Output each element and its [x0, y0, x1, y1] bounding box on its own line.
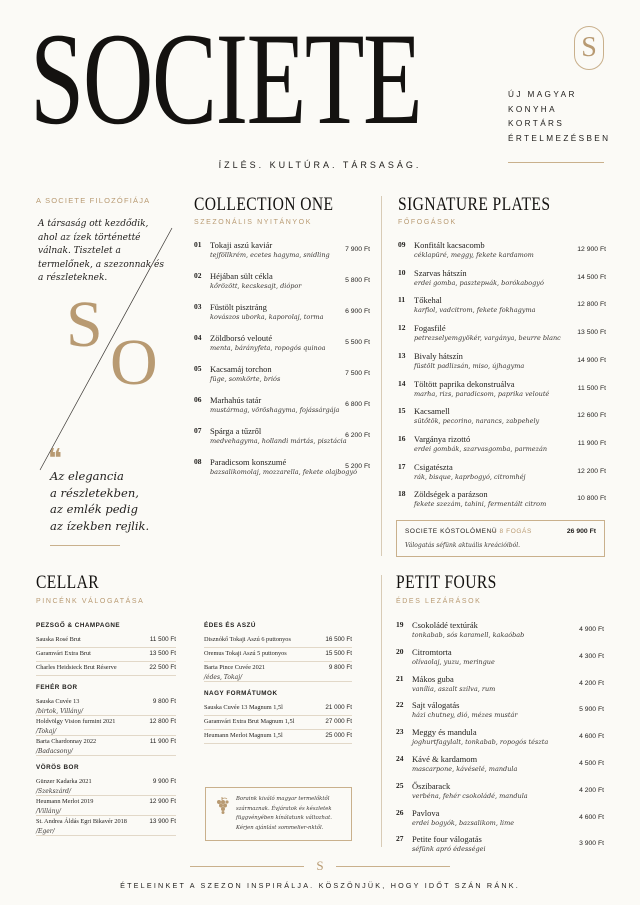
item-description: olívaolaj, yuzu, meringue	[412, 657, 495, 666]
item-price: 3 900 Ft	[579, 840, 604, 848]
wine-origin: /édes, Tokaj/	[204, 674, 243, 681]
item-name: Vargánya rizottó	[414, 433, 471, 444]
item-price: 10 800 Ft	[577, 495, 606, 503]
item-price: 4 900 Ft	[579, 626, 604, 633]
item-description: karfiol, vadcitrom, fekete fokhagyma	[414, 306, 536, 315]
item-number: 26	[396, 807, 404, 817]
menu-item	[194, 426, 370, 456]
menu-item	[398, 462, 606, 492]
item-number: 23	[396, 727, 404, 737]
wine-category: ÉDES ÉS ASZÚ	[204, 622, 256, 629]
item-number: 27	[396, 834, 404, 844]
item-number: 18	[398, 489, 406, 499]
wine-price: 11 900 Ft	[149, 738, 176, 745]
item-name: Marhahús tatár	[210, 395, 262, 405]
item-name: Csigatészta	[414, 461, 453, 472]
item-number: 10	[398, 267, 406, 277]
menu-item	[396, 620, 604, 650]
item-description: tonkabab, sós karamell, kakaóbab	[412, 631, 525, 639]
item-price: 4 500 Ft	[579, 760, 604, 767]
petit-title: PETIT FOURS	[396, 572, 497, 593]
item-price: 12 200 Ft	[577, 467, 606, 475]
collection-subtitle: SZEZONÁLIS NYITÁNYOK	[194, 219, 312, 226]
wine-price: 11 500 Ft	[149, 636, 176, 643]
menu-item	[398, 240, 606, 270]
item-description: házi chutney, dió, mézes mustár	[412, 711, 518, 720]
signature-title: SIGNATURE PLATES	[398, 194, 551, 215]
menu-item	[194, 333, 370, 363]
menu-item	[398, 351, 606, 381]
monogram-badge: S	[574, 26, 604, 70]
item-number: 15	[398, 406, 406, 416]
item-name: Töltött paprika dekonstruálva	[414, 378, 515, 389]
wine-category: NAGY FORMÁTUMOK	[204, 690, 278, 697]
item-price: 4 600 Ft	[579, 813, 604, 821]
item-price: 5 200 Ft	[345, 463, 370, 470]
wine-category: VÖRÖS BOR	[36, 764, 79, 771]
item-description: petrezselyemgyökér, vargánya, beurre blanc	[414, 334, 561, 343]
divider	[336, 866, 450, 867]
cellar-note: Boraink kiváló magyar termelőktől származnak. Évjáratok és készletek függvényében kínálatunk változhat. Kérjen ajánlást sommelier-nktől.	[236, 796, 332, 831]
item-price: 14 900 Ft	[577, 356, 606, 364]
wine-price: 25 000 Ft	[325, 732, 352, 739]
item-price: 7 500 Ft	[345, 370, 370, 377]
item-name: Konfitált kacsacomb	[414, 240, 485, 250]
item-description: kovászos uborka, kaporolaj, torma	[210, 313, 324, 321]
item-description: bazsalikomolaj, mozzarella, fekete olajbogyó	[210, 468, 358, 476]
item-description: mascarpone, kávéselé, mandula	[412, 765, 518, 773]
item-number: 03	[194, 302, 202, 311]
cellar-subtitle: PINCÉNK VÁLOGATÁSA	[36, 598, 145, 605]
item-description: füstölt padlizsán, miso, újhagyma	[414, 361, 525, 370]
item-description: fekete szezám, tahini, fermentált citrom	[414, 500, 547, 509]
item-name: Citromtorta	[412, 646, 452, 657]
divider	[50, 545, 120, 546]
divider	[204, 681, 352, 682]
item-price: 12 600 Ft	[577, 412, 606, 420]
wine-name: Garamvári Extra Brut	[36, 650, 91, 657]
wine-row	[36, 698, 176, 715]
wine-name: Heumann Merlot Magnum 1,5l	[204, 732, 283, 739]
item-description: erdei gombák, szarvasgomba, parmezán	[414, 444, 548, 453]
item-name: Spárga a tűzről	[210, 426, 262, 436]
wine-row	[36, 738, 176, 755]
item-name: Bivaly hátszín	[414, 350, 463, 361]
menu-item	[396, 674, 604, 704]
wine-origin: /Villány/	[36, 808, 61, 815]
menu-item	[194, 302, 370, 332]
item-number: 02	[194, 271, 202, 280]
divider	[36, 715, 176, 716]
wine-name: Sauska Rosé Brut	[36, 636, 81, 643]
menu-item	[398, 406, 606, 436]
item-name: Csokoládé textúrák	[412, 620, 478, 630]
item-name: Héjában sült cékla	[210, 271, 273, 281]
menu-item	[396, 808, 604, 838]
wine-origin: /Eger/	[36, 828, 55, 835]
item-number: 13	[398, 350, 406, 360]
wine-price: 27 000 Ft	[325, 718, 352, 725]
wine-origin: /Szekszárd/	[36, 788, 72, 795]
wine-row	[36, 818, 176, 835]
menu-item	[396, 727, 604, 757]
item-description: séfünk apró édességei	[412, 845, 486, 854]
tasting-note: Válogatás séfünk aktuális kreációiból.	[405, 542, 521, 549]
wine-name: Disznókő Tokaji Aszú 6 puttonyos	[204, 636, 291, 643]
item-price: 4 200 Ft	[579, 679, 604, 687]
wine-price: 13 900 Ft	[149, 818, 176, 825]
divider	[204, 729, 352, 730]
item-description: verbéna, fehér csokoládé, mandula	[412, 791, 528, 800]
wine-name: Günzer Kadarka 2021	[36, 778, 92, 785]
wine-price: 9 900 Ft	[152, 778, 176, 785]
wine-name: Oremus Tokaji Aszú 5 puttonyos	[204, 650, 287, 657]
item-description: marha, rizs, paradicsom, paprika velouté	[414, 389, 550, 398]
quote-line: az emlék pedig	[50, 502, 138, 516]
divider	[36, 675, 176, 676]
item-name: Mákos guba	[412, 673, 454, 684]
petit-subtitle: ÉDES LEZÁRÁSOK	[396, 598, 482, 605]
item-description: vanília, aszalt szilva, rum	[412, 684, 496, 693]
item-price: 4 300 Ft	[579, 652, 604, 660]
wine-price: 15 500 Ft	[325, 650, 352, 657]
item-description: joghurtfagylalt, tonkabab, ropogós tészta	[412, 738, 549, 747]
item-number: 06	[194, 395, 202, 404]
item-description: mustármag, vöröshagyma, fojássárgája	[210, 406, 340, 414]
item-number: 20	[396, 646, 404, 656]
item-price: 6 200 Ft	[345, 432, 370, 439]
wine-row	[36, 778, 176, 795]
divider	[190, 866, 304, 867]
divider	[204, 647, 352, 648]
item-name: Kávé & kardamom	[412, 754, 478, 764]
item-name: Pavlova	[412, 807, 440, 818]
wine-category: FEHÉR BOR	[36, 684, 78, 691]
item-number: 05	[194, 364, 202, 373]
wine-price: 12 800 Ft	[149, 718, 176, 725]
menu-item	[194, 364, 370, 394]
menu-item	[194, 457, 370, 487]
menu-item	[396, 834, 604, 864]
monogram-letter-o: O	[110, 326, 158, 399]
philosophy-text: A társaság ott kezdődik, ahol az ízek történetté válnak. Tisztelet a termelőnek, a szezonnak és a részleteknek.	[38, 219, 164, 283]
item-price: 5 900 Ft	[579, 706, 604, 714]
item-name: Zöldségek a parázson	[414, 489, 488, 500]
footer-text: ÉTELEINKET A SZEZON INSPIRÁLJA. KÖSZÖNJÜK, HOGY IDŐT SZÁN RÁNK.	[120, 881, 520, 890]
divider	[36, 795, 176, 796]
footer-monogram: S	[316, 858, 324, 873]
item-name: Petite four válogatás	[412, 834, 482, 845]
menu-item	[396, 754, 604, 784]
wine-name: Sauska Cuvée 13	[36, 698, 80, 705]
item-description: menta, bárányfeta, ropogós quinoa	[210, 344, 326, 352]
menu-item	[194, 240, 370, 270]
tasting-menu-box	[396, 520, 605, 557]
cellar-note-box	[205, 787, 352, 841]
tagline-line: KORTÁRS	[508, 119, 565, 128]
quote-line: az ízekben rejlik.	[50, 518, 150, 533]
tasting-label: SOCIETE KÓSTOLÓMENÜ	[405, 528, 498, 535]
wine-origin: /Tokaj/	[36, 728, 57, 735]
item-name: Meggy és mandula	[412, 727, 477, 738]
item-price: 7 900 Ft	[345, 246, 370, 253]
item-name: Fogasfilé	[414, 323, 446, 334]
item-description: céklapüré, meggy, fekete kardamom	[414, 251, 534, 259]
menu-item	[398, 295, 606, 325]
wine-origin: /birtok, Villány/	[36, 708, 83, 715]
wine-name: Garamvári Extra Brut Magnum 1,5l	[204, 718, 295, 725]
item-number: 12	[398, 323, 406, 333]
menu-item	[398, 434, 606, 464]
item-price: 11 500 Ft	[577, 384, 606, 392]
divider	[204, 743, 352, 744]
wine-name: St. Andrea Áldás Egri Bikavér 2018	[36, 818, 127, 825]
quote	[50, 468, 180, 534]
divider	[36, 755, 176, 756]
item-name: Füstölt pisztráng	[210, 302, 267, 312]
item-number: 09	[398, 240, 406, 249]
item-price: 5 500 Ft	[345, 339, 370, 346]
brand-logotype: SOCIETE	[30, 5, 422, 152]
item-description: rák, bisque, kaprbogyó, citromhéj	[414, 472, 526, 481]
wine-name: Barta Chardonnay 2022	[36, 738, 97, 745]
menu-item	[398, 379, 606, 409]
item-number: 11	[398, 295, 406, 305]
item-description: sütőtök, pecorino, narancs, zabpehely	[414, 417, 540, 426]
item-price: 6 800 Ft	[345, 401, 370, 408]
item-price: 12 800 Ft	[577, 301, 606, 309]
menu-item	[396, 647, 604, 677]
wine-price: 9 800 Ft	[152, 698, 176, 705]
column-divider	[381, 575, 382, 847]
item-number: 19	[396, 620, 404, 629]
quote-line: a részletekben,	[50, 485, 139, 500]
item-number: 04	[194, 333, 202, 342]
divider	[204, 715, 352, 716]
item-description: erdei bogyók, bazsalikom, lime	[412, 818, 515, 827]
wine-price: 16 500 Ft	[325, 636, 352, 643]
wine-price: 21 000 Ft	[325, 704, 352, 711]
item-price: 11 900 Ft	[577, 439, 606, 447]
item-number: 08	[194, 457, 202, 466]
wine-price: 9 800 Ft	[328, 664, 352, 671]
wine-name: Charles Heidsieck Brut Réserve	[36, 664, 117, 671]
signature-subtitle: FŐFOGÁSOK	[398, 219, 457, 226]
item-price: 13 500 Ft	[577, 329, 606, 337]
menu-item	[398, 489, 606, 519]
item-name: Tőkehal	[414, 295, 442, 306]
tagline-line: ÚJ MAGYAR	[508, 90, 577, 99]
item-number: 01	[194, 240, 202, 249]
menu-item	[398, 268, 606, 298]
wine-origin: /Badacsony/	[36, 748, 73, 755]
item-name: Szarvas hátszín	[414, 267, 467, 278]
tasting-courses: — 8 FOGÁS	[490, 528, 532, 535]
collection-title: COLLECTION ONE	[194, 194, 334, 215]
so-monogram	[36, 290, 176, 410]
item-name: Tokaji aszú kaviár	[210, 240, 273, 250]
item-price: 4 600 Ft	[579, 733, 604, 741]
motto: ÍZLÉS. KULTÚRA. TÁRSASÁG.	[218, 160, 422, 170]
menu-item	[398, 323, 606, 353]
item-number: 07	[194, 426, 202, 435]
divider	[36, 661, 176, 662]
item-name: Sajt válogatás	[412, 700, 460, 711]
cellar-title: CELLAR	[36, 572, 100, 593]
divider	[36, 735, 176, 736]
tasting-price: 26 900 Ft	[566, 528, 596, 535]
item-price: 5 800 Ft	[345, 277, 370, 284]
wine-name: Barta Pince Cuvée 2021	[204, 664, 266, 671]
wine-category: PEZSGŐ & CHAMPAGNE	[36, 622, 121, 629]
wine-name: Heumann Merlot 2019	[36, 798, 94, 805]
item-price: 14 500 Ft	[577, 273, 606, 281]
item-number: 24	[396, 754, 404, 763]
wine-price: 13 500 Ft	[149, 650, 176, 657]
divider	[204, 661, 352, 662]
item-name: Őszibarack	[412, 780, 451, 791]
item-name: Paradicsom konszumé	[210, 457, 287, 467]
menu-item	[396, 781, 604, 811]
item-description: medvehagyma, hollandi mártás, pisztácia	[210, 437, 347, 445]
menu-item	[396, 700, 604, 730]
item-price: 4 200 Ft	[579, 786, 604, 794]
monogram-letter-s: S	[66, 288, 103, 361]
wine-price: 12 900 Ft	[149, 798, 176, 805]
item-number: 25	[396, 780, 404, 790]
philosophy-title: A SOCIETE FILOZÓFIÁJA	[36, 196, 151, 205]
tagline-line: KONYHA	[508, 104, 557, 114]
item-name: Kacsamáj torchon	[210, 364, 272, 374]
item-description: erdei gomba, pasztернák, borókabogyó	[414, 278, 544, 287]
item-name: Kacsamell	[414, 406, 450, 417]
item-price: 12 900 Ft	[577, 246, 606, 253]
item-number: 16	[398, 433, 406, 443]
wine-name: Holdvölgy Vision furmint 2021	[36, 718, 116, 725]
item-name: Zöldborsó velouté	[210, 333, 273, 343]
item-number: 21	[396, 673, 404, 683]
divider	[36, 815, 176, 816]
grape-icon	[214, 796, 230, 816]
divider	[36, 835, 176, 836]
wine-row	[204, 664, 352, 681]
menu-item	[194, 271, 370, 301]
item-description: tejföllkrém, ecetes hagyma, snidling	[210, 251, 330, 259]
menu-item	[194, 395, 370, 425]
item-price: 6 900 Ft	[345, 308, 370, 315]
wine-row	[36, 798, 176, 815]
wine-name: Sauska Cuvée 13 Magnum 1,5l	[204, 704, 283, 711]
wine-row	[36, 718, 176, 735]
column-divider	[381, 196, 382, 556]
item-description: füge, somkörte, briós	[210, 375, 281, 383]
item-number: 14	[398, 378, 406, 388]
item-number: 22	[396, 700, 404, 710]
tagline-line: ÉRTELMEZÉSBEN	[508, 133, 611, 143]
wine-price: 22 500 Ft	[149, 664, 176, 671]
quote-icon: ❝	[48, 444, 62, 473]
item-description: kőrözött, kecskesajt, diópor	[210, 282, 302, 290]
quote-line: Az elegancia	[50, 469, 124, 483]
divider	[36, 647, 176, 648]
item-number: 17	[398, 461, 406, 471]
